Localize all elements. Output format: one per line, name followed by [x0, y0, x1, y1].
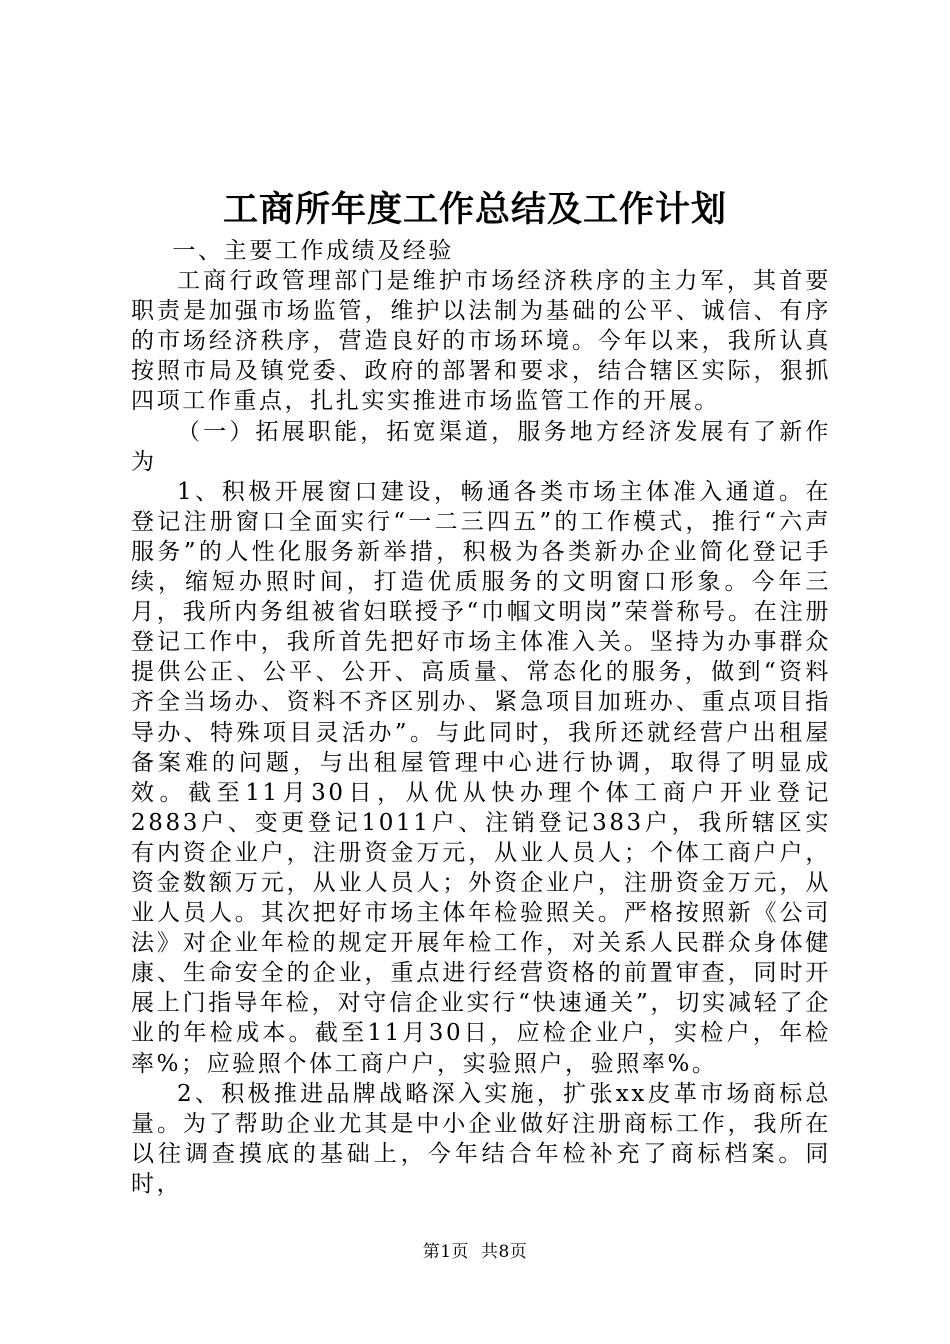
paragraph: 1、积极开展窗口建设，畅通各类市场主体准入通道。在登记注册窗口全面实行“一二三四五”的工作模式，推行“六声服务”的人性化服务新举措，积极为各类新办企业简化登记手续，缩短办照时间，打造优质服务的文明窗口形象。今年三月，我所内务组被省妇联授予“巾帼文明岗”荣誉称号。在注册登记工作中，我所首先把好市场主体准入关。坚持为办事群众提供公正、公平、公开、高质量、常态化的服务，做到“资料齐全当场办、资料不齐区别办、紧急项目加班办、重点项目指导办、特殊项目灵活办”。与此同时，我所还就经营户出租屋备案难的问题，与出租屋管理中心进行协调，取得了明显成效。截至11月30日，从优从快办理个体工商户开业登记2883户、变更登记1011户、注销登记383户，我所辖区实有内资企业户，注册资金万元，从业人员人；个体工商户户，资金数额万元，从业人员人；外资企业户，注册资金万元，从业人员人。其次把好市场主体年检验照关。严格按照新《公司法》对企业年检的规定开展年检工作，对关系人民群众身体健康、生命安全的企业，重点进行经营资格的前置审查，同时开展上门指导年检，对守信企业实行“快速通关”，切实减轻了企业的年检成本。截至11月30日，应检企业户，实检户，年检率%；应验照个体工商户户，实验照户，验照率%。 [131, 478, 831, 1077]
page-total: 共8页 [480, 1242, 528, 1262]
document-title: 工商所年度工作总结及工作计划 [222, 189, 727, 230]
page-number: 第1页 [422, 1242, 470, 1262]
paragraph: 工商行政管理部门是维护市场经济秩序的主力军，其首要职责是加强市场监管，维护以法制为基础的公平、诚信、有序的市场经济秩序，营造良好的市场环境。今年以来，我所认真按照市局及镇党委、政府的部署和要求，结合辖区实际，狠抓四项工作重点，扎扎实实推进市场监管工作的开展。 [131, 268, 831, 415]
paragraph: 2、积极推进品牌战略深入实施，扩张xx皮革市场商标总量。为了帮助企业尤其是中小企业做好注册商标工作，我所在以往调查摸底的基础上，今年结合年检补充了商标档案。同时， [131, 1080, 831, 1197]
section-heading: 一、主要工作成绩及经验 [172, 238, 454, 264]
subsection-heading: （一）拓展职能，拓宽渠道，服务地方经济发展有了新作为 [131, 418, 831, 475]
document-body [131, 236, 831, 1199]
page-footer [0, 1240, 950, 1264]
